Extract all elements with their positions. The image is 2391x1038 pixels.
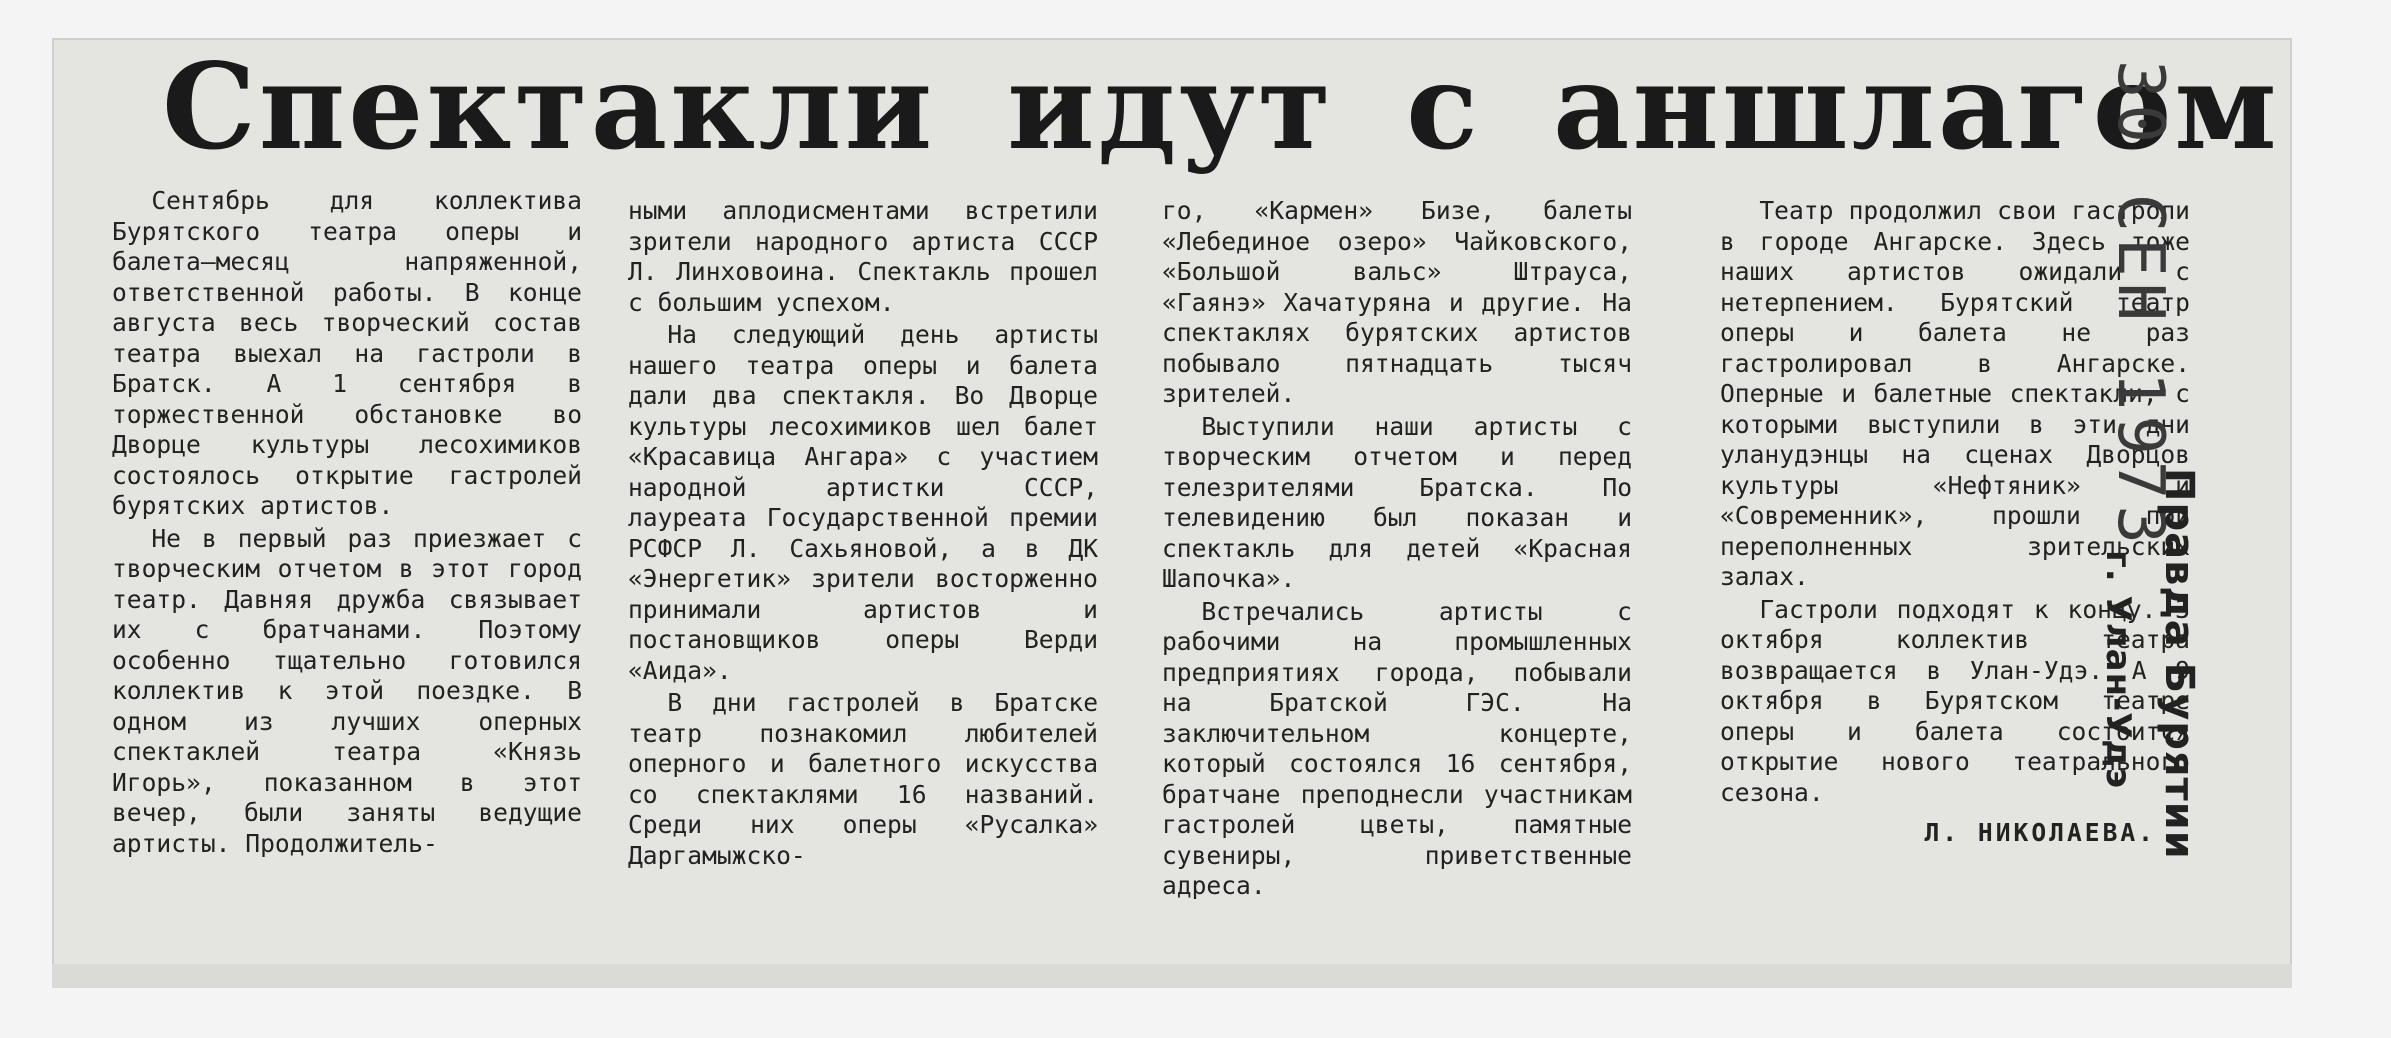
paragraph: Не в первый раз приезжает с творческим отчетом в этот город театр. Давняя дружба связывает их с братчанами. Поэтому особенно тщательно готовился коллектив к этой поездке. В одном из лучших оперных спектаклей театра «Князь Игорь», показанном в этот вечер, были заняты ведущие артисты. Продолжитель-	[112, 523, 582, 858]
paragraph: Гастроли подходят к концу. 3 октября коллектив театра возвращается в Улан-Удэ. А 9 октября в Бурятском театре оперы и балета состоится открытие нового театрального сезона.	[1720, 594, 2190, 807]
article-column-1	[112, 186, 582, 859]
paragraph: В дни гастролей в Братске театр познакомил любителей оперного и балетного искусства со спектаклями 16 названий. Среди них оперы «Русалка» Даргамыжско-	[628, 688, 1098, 870]
paragraph: На следующий день артисты нашего театра оперы и балета дали два спектакля. Во Дворце культуры лесохимиков шел балет «Красавица Ангара» с участием народной артистки СССР, лауреата Государственной премии РСФСР Л. Сахьяновой, а в ДК «Энергетик» зрители восторженно принимали артистов и постановщиков оперы Верди «Аида».	[628, 320, 1098, 685]
article-column-2	[628, 196, 1098, 871]
date-stamp: 30 СЕН 1973	[2103, 60, 2177, 550]
paragraph: ными аплодисментами встретили зрители народного артиста СССР Л. Линховоина. Спектакль прошел с большим успехом.	[628, 196, 1098, 317]
author-byline: Л. НИКОЛАЕВА.	[1924, 818, 2156, 847]
paragraph: Выступили наши артисты с творческим отчетом и перед телезрителями Братска. По телевидению был показан и спектакль для детей «Красная Шапочка».	[1162, 411, 1632, 593]
clipping-bottom-edge	[52, 964, 2292, 988]
paragraph: Театр продолжил свои гастроли в городе Ангарске. Здесь тоже наших артистов ожидали с нетерпением. Бурятский театр оперы и балета не раз гастролировал в Ангарске. Оперные и балетные спектакли, с которыми выступили в эти дни уланудэнцы на сценах Дворцов культуры «Нефтяник» и «Современник», прошли при переполненных зрительских залах.	[1720, 196, 2190, 591]
paragraph: Встречались артисты с рабочими на промышленных предприятиях города, побывали на Братской ГЭС. На заключительном концерте, который состоялся 16 сентября, братчане преподнесли участникам гастролей цветы, памятные сувениры, приветственные адреса.	[1162, 596, 1632, 900]
article-headline: Спектакли идут с аншлагом	[162, 37, 2280, 176]
paragraph: го, «Кармен» Бизе, балеты «Лебединое озеро» Чайковского, «Большой вальс» Штрауса, «Гаянэ» Хачатуряна и другие. На спектаклях бурятских артистов побывало пятнадцать тысяч зрителей.	[1162, 196, 1632, 408]
article-column-3	[1162, 196, 1632, 902]
paragraph: Сентябрь для коллектива Бурятского театра оперы и балета—месяц напряженной, ответственной работы. В конце августа весь творческий состав театра выехал на гастроли в Братск. А 1 сентября в торжественной обстановке во Дворце культуры лесохимиков состоялось открытие гастролей бурятских артистов.	[112, 186, 582, 520]
publication-city: г. Улан-Удэ	[2098, 550, 2138, 790]
publication-name: Правда Бурятии	[2156, 468, 2202, 860]
